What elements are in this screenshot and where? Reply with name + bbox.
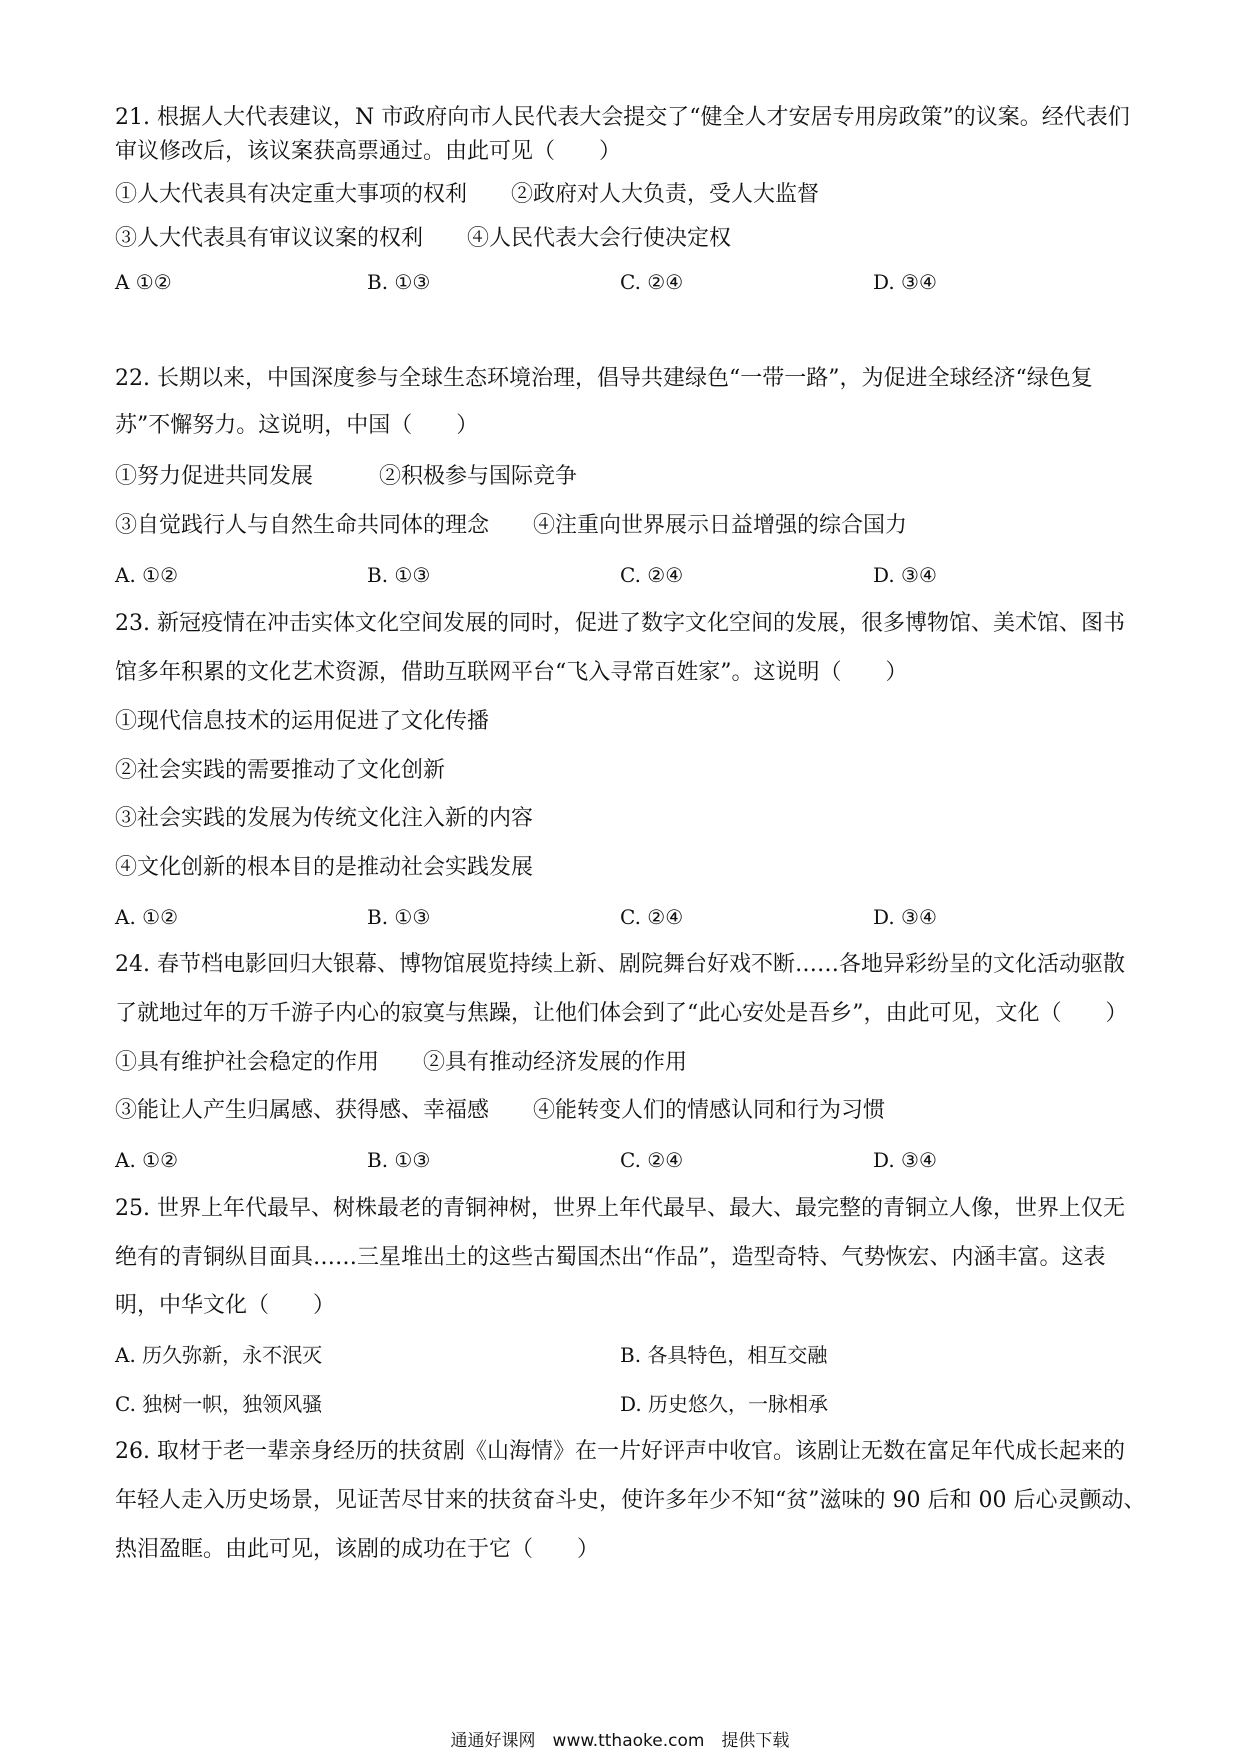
q23-option-d: D. ③④: [873, 905, 937, 929]
q24-option-b: B. ①③: [367, 1148, 431, 1172]
q23-stem-line2: 馆多年积累的文化艺术资源，借助互联网平台“飞入寻常百姓家”。这说明（ ）: [115, 660, 908, 685]
q26-stem-line2: 年轻人走入历史场景，见证苦尽甘来的扶贫奋斗史，使许多年少不知“贫”滋味的 90 后和 00 后心灵颤动、: [115, 1488, 1146, 1513]
q24-stem-line1: 24. 春节档电影回归大银幕、博物馆展览持续上新、剧院舞台好戏不断……各地异彩纷呈的文化活动驱散: [115, 952, 1125, 977]
q22-stem-line1: 22. 长期以来，中国深度参与全球生态环境治理，倡导共建绿色“一带一路”，为促进全球经济“绿色复: [115, 366, 1093, 391]
q22-statement-line1: ①努力促进共同发展 ②积极参与国际竞争: [115, 464, 578, 489]
q23-option-b: B. ①③: [367, 905, 431, 929]
q23-stem-line1: 23. 新冠疫情在冲击实体文化空间发展的同时，促进了数字文化空间的发展，很多博物馆、美术馆、图书: [115, 611, 1125, 636]
q22-option-b: B. ①③: [367, 563, 431, 587]
q23-statement-2: ②社会实践的需要推动了文化创新: [115, 758, 446, 783]
q24-option-d: D. ③④: [873, 1148, 937, 1172]
q23-statement-1: ①现代信息技术的运用促进了文化传播: [115, 709, 490, 734]
q22-option-d: D. ③④: [873, 563, 937, 587]
q25-option-d: D. 历史悠久，一脉相承: [620, 1392, 829, 1416]
q25-option-c: C. 独树一帜，独领风骚: [115, 1392, 323, 1416]
footer-source: 通通好课网 www.tthaoke.com 提供下载: [450, 1731, 790, 1751]
q23-statement-4: ④文化创新的根本目的是推动社会实践发展: [115, 855, 534, 880]
q23-option-a: A. ①②: [115, 905, 179, 929]
q21-option-d: D. ③④: [873, 270, 937, 294]
q24-stem-line2: 了就地过年的万千游子内心的寂寞与焦躁，让他们体会到了“此心安处是吾乡”，由此可见，文化（ ）: [115, 1001, 1128, 1026]
q25-option-b: B. 各具特色，相互交融: [620, 1343, 828, 1367]
q22-stem-line2: 苏”不懈努力。这说明，中国（ ）: [115, 413, 479, 438]
q23-statement-3: ③社会实践的发展为传统文化注入新的内容: [115, 806, 534, 831]
q25-stem-line3: 明，中华文化（ ）: [115, 1293, 336, 1318]
q24-option-c: C. ②④: [620, 1148, 684, 1172]
q21-stem-line1: 21. 根据人大代表建议，N 市政府向市人民代表大会提交了“健全人才安居专用房政策”的议案。经代表们: [115, 105, 1130, 130]
q22-statement-line2: ③自觉践行人与自然生命共同体的理念 ④注重向世界展示日益增强的综合国力: [115, 513, 908, 538]
q21-statement-line1: ①人大代表具有决定重大事项的权利 ②政府对人大负责，受人大监督: [115, 182, 820, 207]
q22-option-a: A. ①②: [115, 563, 179, 587]
q24-option-a: A. ①②: [115, 1148, 179, 1172]
q24-statement-line2: ③能让人产生归属感、获得感、幸福感 ④能转变人们的情感认同和行为习惯: [115, 1098, 886, 1123]
q25-stem-line2: 绝有的青铜纵目面具……三星堆出土的这些古蜀国杰出“作品”，造型奇特、气势恢宏、内涵丰富。这表: [115, 1245, 1106, 1270]
q23-option-c: C. ②④: [620, 905, 684, 929]
q21-option-b: B. ①③: [367, 270, 431, 294]
q25-option-a: A. 历久弥新，永不泯灭: [115, 1343, 323, 1367]
q25-stem-line1: 25. 世界上年代最早、树株最老的青铜神树，世界上年代最早、最大、最完整的青铜立人像，世界上仅无: [115, 1196, 1125, 1221]
q24-statement-line1: ①具有维护社会稳定的作用 ②具有推动经济发展的作用: [115, 1050, 688, 1075]
q26-stem-line3: 热泪盈眶。由此可见，该剧的成功在于它（ ）: [115, 1537, 600, 1562]
q21-option-a: A ①②: [115, 270, 172, 294]
q21-statement-line2: ③人大代表具有审议议案的权利 ④人民代表大会行使决定权: [115, 226, 732, 251]
q21-option-c: C. ②④: [620, 270, 684, 294]
q22-option-c: C. ②④: [620, 563, 684, 587]
q21-stem-line2: 审议修改后，该议案获高票通过。由此可见（ ）: [115, 139, 622, 164]
q26-stem-line1: 26. 取材于老一辈亲身经历的扶贫剧《山海情》在一片好评声中收官。该剧让无数在富足年代成长起来的: [115, 1439, 1125, 1464]
